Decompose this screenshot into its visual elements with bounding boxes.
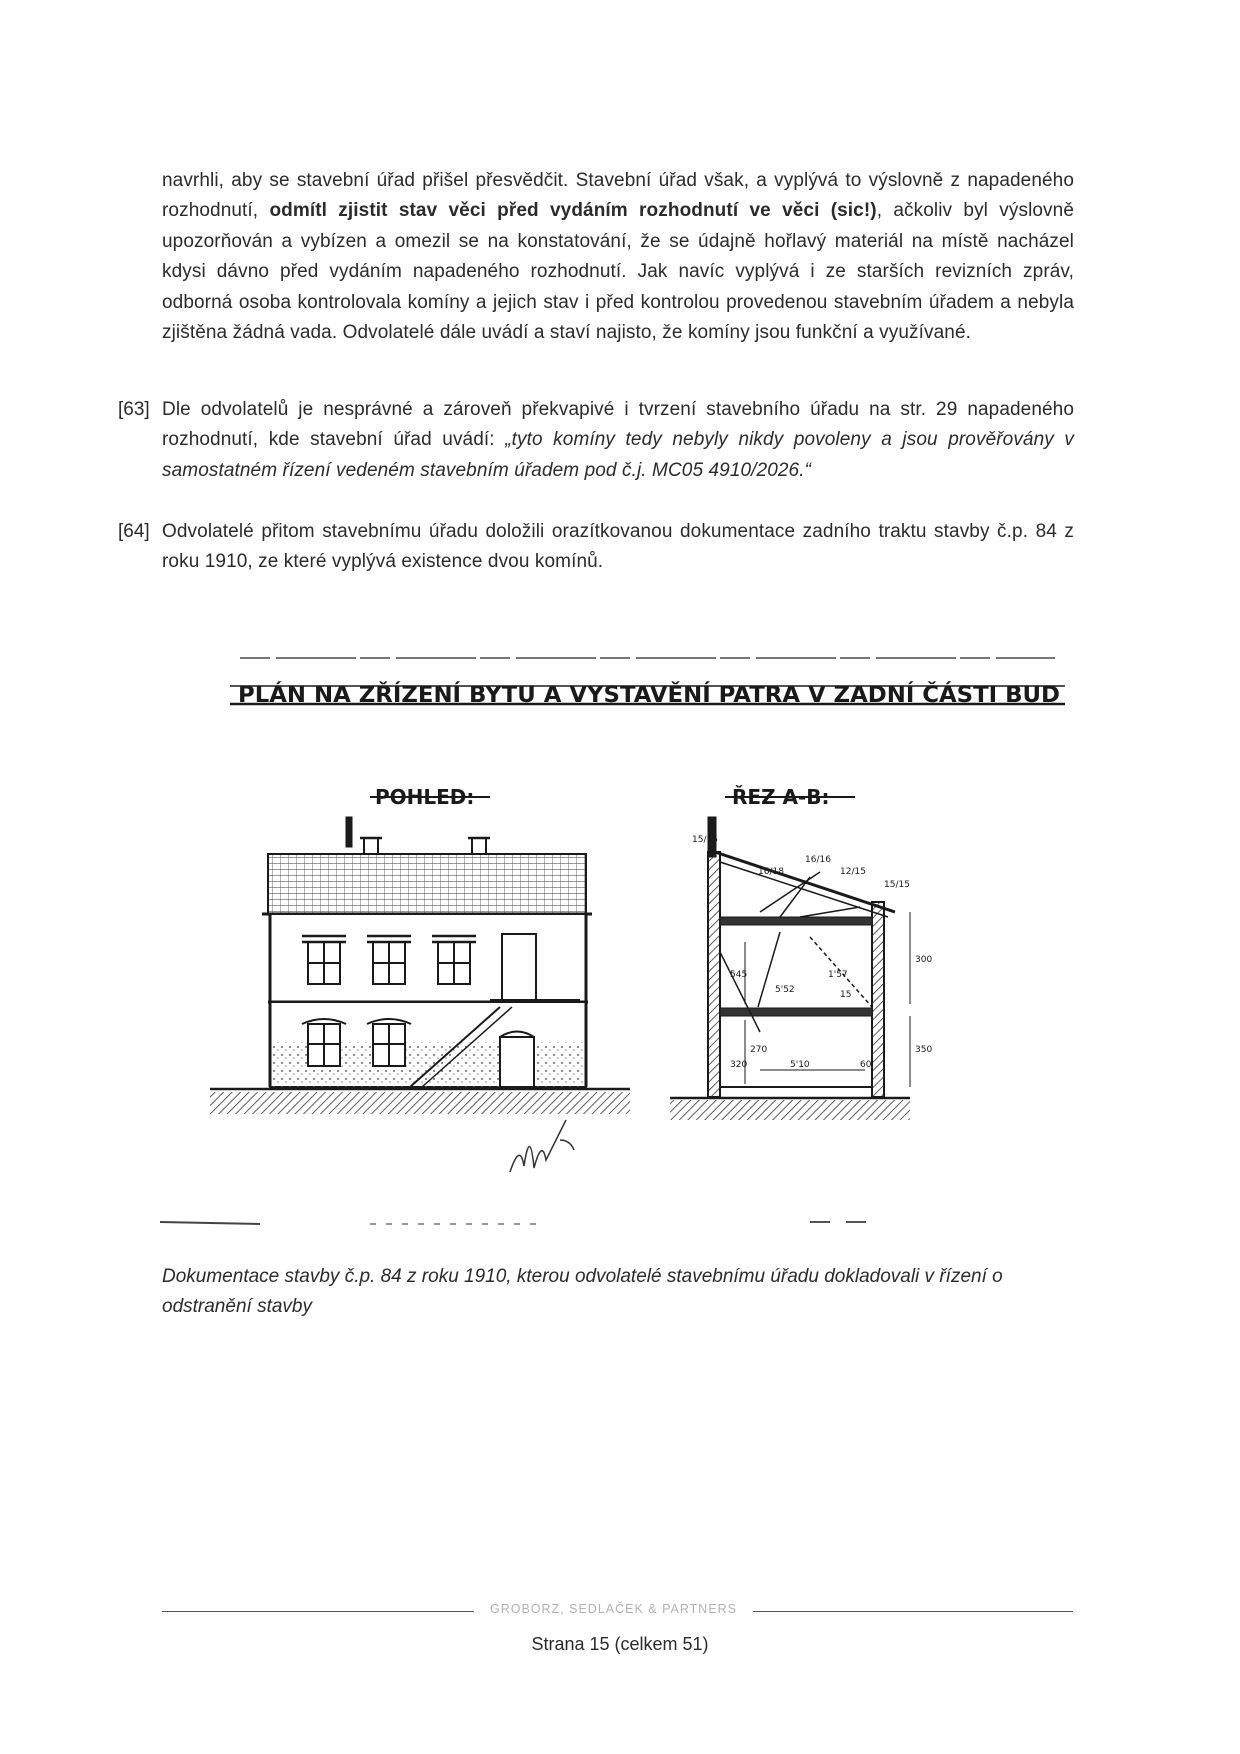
label-section bbox=[725, 785, 855, 809]
svg-text:16/18: 16/18 bbox=[758, 867, 784, 877]
drawing-title: PLÁN NA ZŘÍZENÍ BYTU A VYSTAVĚNÍ PATRA V ZADNÍ ČÁSTI BUD bbox=[238, 683, 1031, 708]
signature bbox=[510, 1120, 574, 1172]
label-view bbox=[370, 785, 490, 809]
page-number: Strana 15 (celkem 51) bbox=[531, 1634, 709, 1654]
paragraph-continuation bbox=[162, 166, 1074, 348]
footer-rule-left bbox=[162, 1611, 474, 1612]
figure-caption: Dokumentace stavby č.p. 84 z roku 1910, kterou odvolatelé stavebnímu úřadu dokladovali v řízení o odstranění stavby bbox=[162, 1266, 1003, 1318]
svg-text:15/15: 15/15 bbox=[884, 880, 910, 890]
svg-text:12/15: 12/15 bbox=[840, 867, 866, 877]
quote-text: „tyto komíny tedy nebyly nikdy povoleny a jsou prověřovány v samostatném řízení vedeném stavebním úřadem pod č.j. MC05 4910/2026.“ bbox=[162, 429, 1074, 481]
dimension-labels bbox=[692, 835, 932, 1070]
svg-text:350: 350 bbox=[915, 1045, 933, 1055]
svg-text:5'52: 5'52 bbox=[775, 985, 795, 995]
paragraph-64: Odvolatelé přitom stavebnímu úřadu doložili orazítkovanou dokumentace zadního traktu stavby č.p. 84 z roku 1910, ze které vyplývá existence dvou komínů. bbox=[162, 521, 1074, 573]
paragraph-number: [63] bbox=[118, 399, 150, 420]
paragraph-text: Dle odvolatelů je nesprávné a zároveň překvapivé i tvrzení stavebního úřadu na str. 29 napadeného rozhodnutí, kde stavební úřad uvádí: bbox=[162, 399, 1074, 451]
emphasis-text: odmítl zjistit stav věci před vydáním rozhodnutí ve věci (sic!) bbox=[269, 200, 877, 222]
svg-text:1'57: 1'57 bbox=[828, 970, 848, 980]
footer-brand: GROBORZ, SEDLAČEK & PARTNERS bbox=[489, 1602, 738, 1616]
svg-text:16/16: 16/16 bbox=[805, 855, 831, 865]
svg-text:15: 15 bbox=[840, 990, 852, 1000]
svg-text:270: 270 bbox=[750, 1045, 768, 1055]
paragraph-63 bbox=[162, 395, 1074, 486]
svg-text:ŘEZ A-B:: ŘEZ A-B: bbox=[732, 785, 830, 809]
svg-text:300: 300 bbox=[915, 955, 933, 965]
svg-text:15/15: 15/15 bbox=[692, 835, 718, 845]
paragraph-number: [64] bbox=[118, 521, 150, 542]
paragraph-text: navrhli, aby se stavební úřad přišel přesvědčit. Stavební úřad však, a vyplývá to výslovně z napadeného rozhodnutí, bbox=[162, 170, 1074, 222]
elevation-view bbox=[210, 817, 630, 1114]
architectural-drawing bbox=[160, 612, 1080, 1262]
drawing-title-bar bbox=[230, 682, 1065, 708]
svg-text:320: 320 bbox=[730, 1060, 748, 1070]
svg-text:5'10: 5'10 bbox=[790, 1060, 810, 1070]
svg-text:POHLED:: POHLED: bbox=[375, 785, 475, 809]
footer-rule-right bbox=[753, 1611, 1073, 1612]
paragraph-text: , ačkoliv byl výslovně upozorňován a vybízen a omezil se na konstatování, že se údajně hořlavý materiál na místě nacházel kdysi dávno před vydáním napadeného rozhodnutí. Jak navíc vyplývá i ze starších revizních zpráv, odborná osoba kontrolovala komíny a jejich stav i před kontrolou provedenou stavebním úřadem a nebyla zjištěna žádná vada. Odvolatelé dále uvádí a staví najisto, že komíny jsou funkční a využívané. bbox=[162, 200, 1074, 344]
svg-text:545: 545 bbox=[730, 970, 748, 980]
svg-text:60: 60 bbox=[860, 1060, 872, 1070]
section-view bbox=[670, 817, 910, 1120]
